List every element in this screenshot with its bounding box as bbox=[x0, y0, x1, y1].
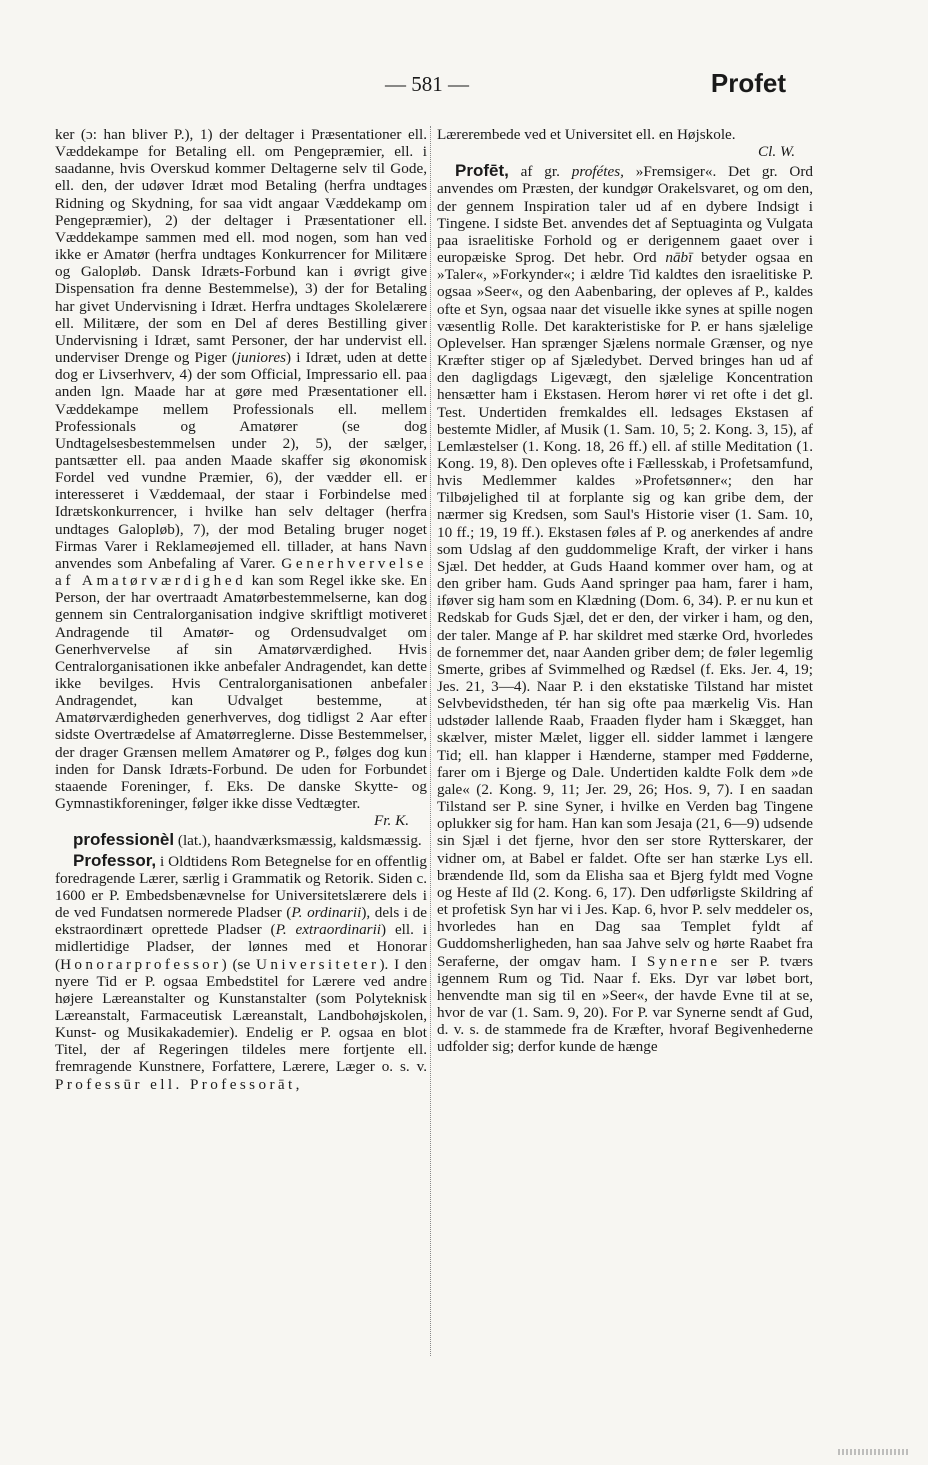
entry-term: Professor, bbox=[73, 850, 157, 870]
text-run: af gr. bbox=[508, 163, 572, 181]
entry-term: professionèl bbox=[73, 830, 175, 850]
text-run: »Fremsiger«. Det gr. Ord anvendes om Præsten, der kundgør Orakelsvaret, og om den, der gennem Inspiration taler ud af en dybere Indsigt i Tingene. I sidste Bet. anvendes det af Septuaginta og Vulgata paa israelitiske Forhold og er derigennem gaaet over i europæiske Sprog. Det hebr. Ord bbox=[437, 163, 813, 267]
text-run: ), dels i de ekstraordinært oprettede Pladser ( bbox=[55, 904, 428, 939]
italic-term: juniores bbox=[236, 349, 286, 367]
right-column bbox=[437, 126, 813, 1055]
author-signature: Cl. W. bbox=[758, 143, 795, 161]
spaced-term: Honorarprofessor bbox=[60, 955, 222, 973]
entry-professional-continued bbox=[55, 126, 427, 829]
scan-smudge bbox=[838, 1449, 908, 1455]
text-run: betyder ogsaa en »Taler«, »Forkynder«; i ældre Tid kaldtes den israelitiske P. ogsaa »Seer«, og den Aabenbaring, der opleves af P., kaldes ofte et Syn, ogsaa naar det visuelle ikke synes at spille nogen væsentlig Rolle. Det karakteristiske for P. er hans sjælelige Oplevelser. Han sprænger Sjælens normale Grænser, og nye Kræfter stiger op af Sjæledybet. Derved bringes han ud af den dagligdags Ligevægt, den sjælelige Koncentration hensætter ham i Ekstasen. Herom hører vi ret ofte i det gl. Test. Undertiden fremkaldes ell. ledsages Ekstasen af bestemte Midler, af Musik (1. Sam. 10, 5; 2. Kong. 3, 15), af Lemlæstelser (1. Kong. 18, 26 ff.) ell. af stille Meditation (1. Kong. 19, 8). Den opleves ofte i Fællesskab, i Profetsamfund, hvis Medlemmer kaldes »Profetsønner«; den har Tilbøjelighed til at forplante sig og kan gribe dem, der nærmer sig Kredsen, som Saul's Historie viser (1. Sam. 10, 10 ff.; 19, 19 ff.). Ekstasen føles af P. og anerkendes af andre som Udslag af den guddommelige Kraft, der virker i hans Sjæl. Det hedder, at Guds Haand kommer over ham, og at den griber ham. Guds Aand springer paa ham, farer i ham, iføver sig ham som en Klædning (Dom. 6, 34). P. er nu kun et Redskab for Guds Sjæl, det er den, der virker i ham, og den, der taler. Mange af P. har skildret med stærke Ord, hvorledes de fornemmer det, naar Aanden griber dem; de føler legemlig Smerte, gribes af Svimmelhed og Rædsel (f. Eks. Jer. 4, 19; Jes. 21, 3—4). Naar P. i den ekstatiske Tilstand har mistet Selvbevidstheden, tér han sig ofte paa mærkelig Vis. Han udstøder lallende Raab, Fraaden flyder ham i Skægget, han skælver, mister Mælet, ligger ell. sidder lammet i længere Tid; ell. han klapper i Hænderne, stamper med Fødderne, farer om i Bjerge og Dale. Undertiden kaldte Folk dem »de gale« (2. Kong. 9, 11; Jer. 29, 26; Hos. 9, 7). I en saadan Tilstand ser P. sine Syner, i hvilke en Verden bag Tingene oplukker sig for ham. Han kan som Jesaja (21, 6—9) udsende sin Sjæl i det fjerne, hvor den ser store Rytterskarer, der vidner om, at Babel er faldet. Ofte ser han stærke Lys ell. brændende Ild, som da Elisha saa et Bjerg fyldt med Vogne og Heste af Ild (2. Kong. 6, 17). Den udførligste Skildring af et profetisk Syn har vi i Jes. Kap. 6, hvor P. selv meddeler os, hvorledes han en Dag saa Templet fyldt af Guddomsherligheden, han saa Jahve selv og hørte Raabet fra Seraferne, der omgav ham. I bbox=[437, 249, 813, 970]
left-column bbox=[55, 126, 427, 1093]
italic-term: P. extraordinarii bbox=[275, 921, 382, 939]
running-headword: Profet bbox=[710, 68, 786, 98]
italic-term: P. ordinarii bbox=[291, 904, 362, 922]
entry-profet bbox=[437, 162, 813, 1055]
text-run: ser P. tværs igennem Rum og Tid. Naar f. Eks. Dyr var løbet bort, henvendte man sig til en »Seer«, der havde Evne til at se, hvor de var (1. Sam. 9, 20). For P. var Synerne sendt af Gud, d. v. s. de stammede fra de Kræfter, hvoraf Begivenhederne udfolder sig; derfor kunde de hænge bbox=[437, 952, 813, 1056]
column-divider bbox=[430, 126, 431, 1356]
text-run: i Oldtidens Rom Betegnelse for en offentlig foredragende Lærer, særlig i Grammatik og Retorik. Siden c. 1600 er P. Embedsbenævnelse for Universitetslærere dels i de ved Fundatsen normerede Pladser ( bbox=[55, 852, 427, 922]
entry-professor-continued bbox=[437, 126, 813, 160]
text-run: ker (ɔ: han bliver P.), 1) der deltager i Præsentationer ell. Væddekampe for Betaling ell. om Pengepræmier, ell. i saadanne, hvis Overskud kommer Deltagerne selv til Gode, ell. den, der udøver Idræt mod Betaling (herfra undtages Ridning og Skydning, for saa vidt angaar Væddekamp om Pengepræmier), 2) der deltager i Præsentationer ell. Væddekampe sammen med ell. mod nogen, som han ved ikke er Amatør (herfra undtages Konkurrencer for Militære og Galopløb. Dansk Idræts-Forbund kan i øvrigt give Dispensation fra denne Bestemmelse), 3) der for Betaling har givet Undervisning i Idræt. Herfra undtages Skolelærere ell. Militære, der som en Del af deres Bestilling giver Undervisning i Idræt, samt Personer, der har undervist ell. underviser Drenge og Piger ( bbox=[55, 126, 427, 367]
text-run: Lærerembede ved et Universitet ell. en Højskole. bbox=[437, 126, 736, 143]
text-run: (lat.), haandværksmæssig, kaldsmæssig. bbox=[174, 832, 422, 850]
spaced-term: Generhvervelse af Amatørværdighed bbox=[55, 554, 427, 590]
italic-term: nābī bbox=[665, 249, 693, 267]
spaced-term: Universiteter bbox=[256, 955, 380, 973]
italic-term: profétes, bbox=[571, 163, 624, 181]
entry-professionel bbox=[55, 831, 427, 849]
text-run: ) i Idræt, uden at dette dog er Livserhverv, 4) der som Official, Impressario ell. paa anden lgn. Maade har at gøre med Præsentationer ell. Væddekampe mellem Professionals ell. mellem Professionals og Amatører (se dog Undtagelsesbestemmelsen under 2), 5), der sælger, pantsætter ell. paa anden Maade skaffer sig økonomisk Fordel ved vundne Præmier, 6), der vædder ell. er interesseret i Væddemaal, der staar i Forbindelse med Idrætskonkurrencer, i hvilke han selv deltager (herfra undtages Galopløb), 7), der mod Betaling bruger noget Firmas Varer i Reklameøjemed ell. tillader, at hans Navn anvendes som Anbefaling af Varer. bbox=[55, 349, 427, 572]
entry-term: Profēt, bbox=[455, 161, 509, 181]
spaced-term: Professūr ell. Professorāt, bbox=[55, 1075, 303, 1093]
author-signature: Fr. K. bbox=[373, 812, 409, 830]
entry-professor bbox=[55, 852, 427, 1093]
text-run: ) ell. i midlertidige Pladser, der lønnes med et Honorar ( bbox=[55, 921, 427, 973]
page-header bbox=[0, 70, 928, 106]
page-number: — 581 — bbox=[385, 72, 469, 96]
text-run: ) (se bbox=[221, 955, 257, 973]
text-run: kan som Regel ikke ske. En Person, der har overtraadt Amatørbestemmelserne, kan dog gennem sin Centralorganisation indgive skriftligt motiveret Andragende til Amatør- og Ordensudvalget om Generhvervelse af sin Amatørværdighed. Hvis Centralorganisationen ikke anbefaler Andragendet, kan dette ikke bevilges. Hvis Centralorganisationen anbefaler Andragendet, kan Udvalget bestemme, at Amatørværdigheden generhverves, dog tidligst 2 Aar efter sidste Overtrædelse af Amatørreglerne. Disse Bestemmelser, der drager Grænsen mellem Amatører og P., følges dog kun inden for Dansk Idræts-Forbund. De uden for Forbundet staaende Foreninger, f. Eks. De danske Skytte- og Gymnastikforeninger, følger ikke disse Vedtægter. bbox=[55, 572, 427, 813]
text-run: ). I den nyere Tid er P. ogsaa Embedstitel for Lærere ved andre højere Læreanstalter og Kunstanstalter (som Polyteknisk Læreanstalt, Farmaceutisk Læreanstalt, Landbohøjskolen, Kunst- og Musikakademier). Endelig er P. ogsaa en blot Titel, der af Regeringen tildeles mere fortjente ell. fremragende Kunstnere, Forfattere, Lærere, Læger o. s. v. bbox=[55, 955, 427, 1076]
spaced-term: Synerne bbox=[646, 952, 721, 970]
